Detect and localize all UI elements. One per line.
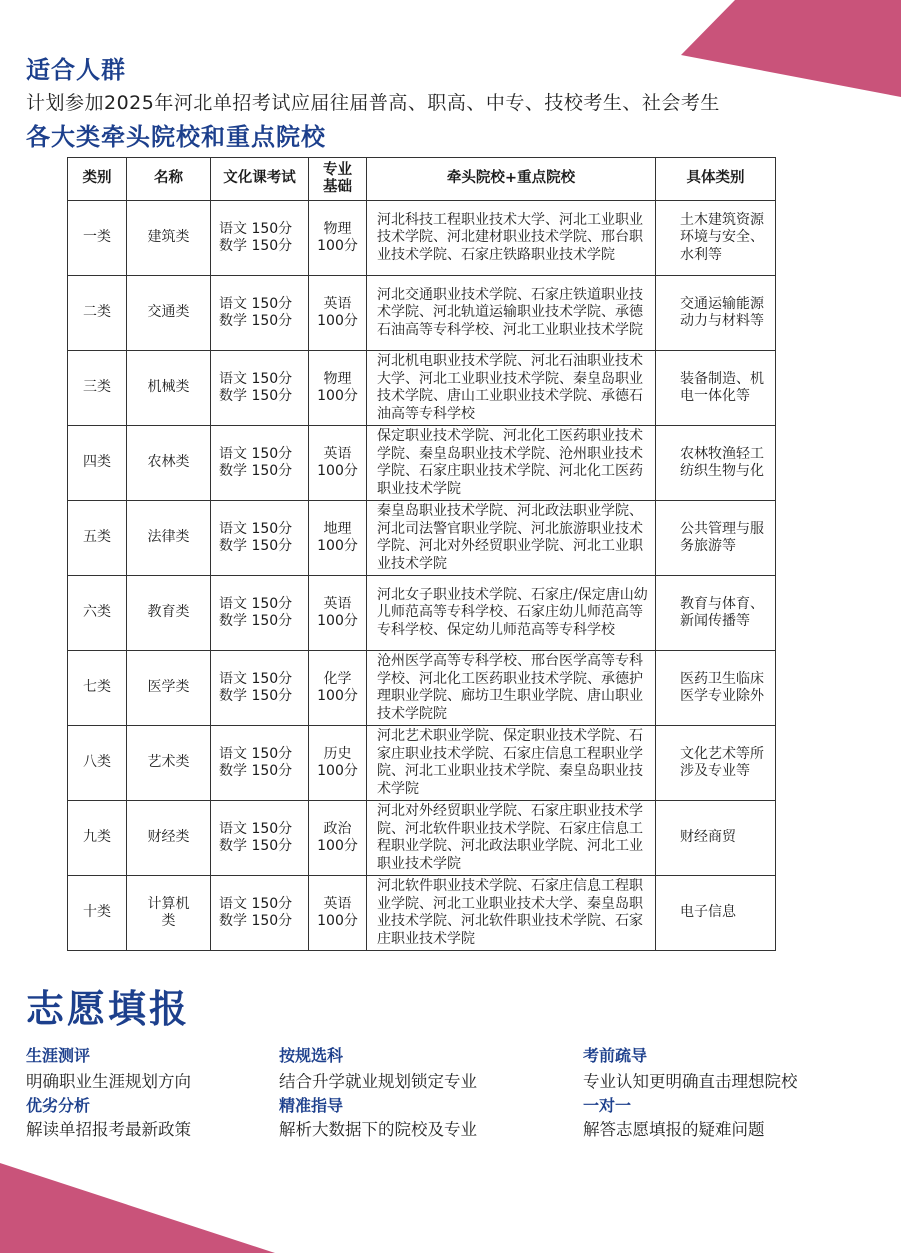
exam-chinese: 语文 150分 [219,895,293,912]
detail-cell: 教育与体育、新闻传播等 [656,576,776,651]
audience-title: 适合人群 [26,56,126,84]
table-row [68,651,776,726]
schools-cell: 河北机电职业技术学院、河北石油职业技术大学、河北工业职业技术学院、秦皇岛职业技术学院、唐山工业职业技术学院、承德石油高等专科学校 [367,351,656,426]
service-label-career: 生涯测评 [26,1046,91,1065]
exam-math: 数学 150分 [219,613,293,629]
schools-section-title: 各大类牵头院校和重点院校 [26,123,326,151]
category-cell: 九类 [68,801,127,876]
name-cell: 机械类 [127,351,211,426]
header-base: 专业基础 [309,158,367,201]
schools-cell: 保定职业技术学院、河北化工医药职业技术学院、秦皇岛职业技术学院、沧州职业技术学院、石家庄职业技术学院、河北化工医药职业技术学院 [367,426,656,501]
category-cell: 八类 [68,726,127,801]
base-cell [309,876,367,951]
volunteer-title: 志愿填报 [26,987,191,1031]
exam-cell [211,801,309,876]
detail-cell: 财经商贸 [656,801,776,876]
category-cell: 一类 [68,201,127,276]
base-score: 100分 [317,838,358,854]
service-label-guidance: 精准指导 [279,1096,344,1115]
base-score: 100分 [317,763,358,779]
exam-cell [211,876,309,951]
base-subject: 地理 [323,520,352,537]
header-schools: 牵头院校+重点院校 [367,158,656,201]
detail-cell: 医药卫生临床医学专业除外 [656,651,776,726]
exam-cell [211,426,309,501]
base-subject: 英语 [323,295,352,312]
exam-chinese: 语文 150分 [219,295,293,312]
base-subject: 化学 [323,670,352,687]
exam-cell [211,351,309,426]
base-score: 100分 [317,613,358,629]
base-score: 100分 [317,463,358,479]
bottom-corner-decoration [0,1163,901,1253]
schools-cell: 河北交通职业技术学院、石家庄铁道职业技术学院、河北轨道运输职业技术学院、承德石油高等专科学校、河北工业职业技术学院 [367,276,656,351]
service-label-analysis: 优劣分析 [26,1096,91,1115]
table-row [68,201,776,276]
table-header-row [68,158,776,201]
service-label-subjects: 按规选科 [279,1046,344,1065]
exam-chinese: 语文 150分 [219,520,293,537]
detail-cell: 土木建筑资源环境与安全、水利等 [656,201,776,276]
base-cell [309,801,367,876]
exam-math: 数学 150分 [219,688,293,704]
base-score: 100分 [317,313,358,329]
base-cell [309,501,367,576]
base-cell [309,351,367,426]
audience-description: 计划参加2025年河北单招考试应届往届普高、职高、中专、技校考生、社会考生 [26,92,720,114]
exam-chinese: 语文 150分 [219,820,293,837]
header-detail: 具体类别 [656,158,776,201]
name-cell: 交通类 [127,276,211,351]
name-cell: 教育类 [127,576,211,651]
service-label-counsel: 考前疏导 [583,1046,648,1065]
base-cell [309,651,367,726]
base-subject: 历史 [323,745,352,762]
name-cell: 医学类 [127,651,211,726]
base-subject: 政治 [323,820,352,837]
category-cell: 三类 [68,351,127,426]
detail-cell: 文化艺术等所涉及专业等 [656,726,776,801]
exam-chinese: 语文 150分 [219,670,293,687]
exam-math: 数学 150分 [219,838,293,854]
base-cell [309,426,367,501]
exam-chinese: 语文 150分 [219,595,293,612]
service-desc-counsel: 专业认知更明确直击理想院校 [583,1072,798,1091]
service-desc-analysis: 解读单招报考最新政策 [26,1120,191,1139]
service-desc-career: 明确职业生涯规划方向 [26,1072,191,1091]
table-row [68,426,776,501]
detail-cell: 农林牧渔轻工纺织生物与化 [656,426,776,501]
table-row [68,576,776,651]
exam-chinese: 语文 150分 [219,445,293,462]
category-cell: 二类 [68,276,127,351]
table-row [68,801,776,876]
exam-math: 数学 150分 [219,913,293,929]
table-row [68,351,776,426]
name-cell: 计算机类 [127,876,211,951]
exam-math: 数学 150分 [219,463,293,479]
exam-chinese: 语文 150分 [219,370,293,387]
base-cell [309,276,367,351]
base-cell [309,576,367,651]
exam-math: 数学 150分 [219,763,293,779]
service-desc-guidance: 解析大数据下的院校及专业 [279,1120,477,1139]
exam-cell [211,201,309,276]
header-category: 类别 [68,158,127,201]
base-score: 100分 [317,238,358,254]
exam-math: 数学 150分 [219,313,293,329]
schools-cell: 沧州医学高等专科学校、邢台医学高等专科学校、河北化工医药职业技术学院、承德护理职业学院、廊坊卫生职业学院、唐山职业技术学院院 [367,651,656,726]
exam-cell [211,651,309,726]
base-score: 100分 [317,538,358,554]
table-row [68,726,776,801]
base-score: 100分 [317,388,358,404]
schools-cell: 河北艺术职业学院、保定职业技术学院、石家庄职业技术学院、石家庄信息工程职业学院、河北工业职业技术学院、秦皇岛职业技术学院 [367,726,656,801]
base-score: 100分 [317,688,358,704]
schools-table [67,157,776,951]
name-cell: 艺术类 [127,726,211,801]
schools-cell: 河北对外经贸职业学院、石家庄职业技术学院、河北软件职业技术学院、石家庄信息工程职业学院、河北政法职业学院、河北工业职业技术学院 [367,801,656,876]
name-cell: 建筑类 [127,201,211,276]
exam-chinese: 语文 150分 [219,220,293,237]
category-cell: 六类 [68,576,127,651]
exam-cell [211,276,309,351]
service-desc-one-on-one: 解答志愿填报的疑难问题 [583,1120,765,1139]
schools-cell: 河北女子职业技术学院、石家庄/保定唐山幼儿师范高等专科学校、石家庄幼儿师范高等专科学校、保定幼儿师范高等专科学校 [367,576,656,651]
exam-math: 数学 150分 [219,538,293,554]
table-row [68,501,776,576]
detail-cell: 电子信息 [656,876,776,951]
table-row [68,276,776,351]
base-subject: 英语 [323,595,352,612]
schools-cell: 秦皇岛职业技术学院、河北政法职业学院、河北司法警官职业学院、河北旅游职业技术学院、河北对外经贸职业学院、河北工业职业技术学院 [367,501,656,576]
name-cell: 财经类 [127,801,211,876]
base-cell [309,726,367,801]
header-name: 名称 [127,158,211,201]
base-subject: 物理 [323,370,352,387]
exam-chinese: 语文 150分 [219,745,293,762]
detail-cell: 交通运输能源动力与材料等 [656,276,776,351]
base-subject: 英语 [323,895,352,912]
header-exam: 文化课考试 [211,158,309,201]
category-cell: 十类 [68,876,127,951]
category-cell: 七类 [68,651,127,726]
table-row [68,876,776,951]
service-desc-subjects: 结合升学就业规划锁定专业 [279,1072,477,1091]
exam-math: 数学 150分 [219,388,293,404]
exam-cell [211,501,309,576]
base-subject: 物理 [323,220,352,237]
detail-cell: 装备制造、机电一体化等 [656,351,776,426]
name-cell: 农林类 [127,426,211,501]
base-cell [309,201,367,276]
detail-cell: 公共管理与服务旅游等 [656,501,776,576]
exam-cell [211,726,309,801]
exam-math: 数学 150分 [219,238,293,254]
category-cell: 五类 [68,501,127,576]
schools-cell: 河北软件职业技术学院、石家庄信息工程职业学院、河北工业职业技术大学、秦皇岛职业技术学院、河北软件职业技术学院、石家庄职业技术学院 [367,876,656,951]
service-label-one-on-one: 一对一 [583,1096,632,1115]
exam-cell [211,576,309,651]
name-cell: 法律类 [127,501,211,576]
base-subject: 英语 [323,445,352,462]
schools-cell: 河北科技工程职业技术大学、河北工业职业技术学院、河北建材职业技术学院、邢台职业技术学院、石家庄铁路职业技术学院 [367,201,656,276]
category-cell: 四类 [68,426,127,501]
base-score: 100分 [317,913,358,929]
